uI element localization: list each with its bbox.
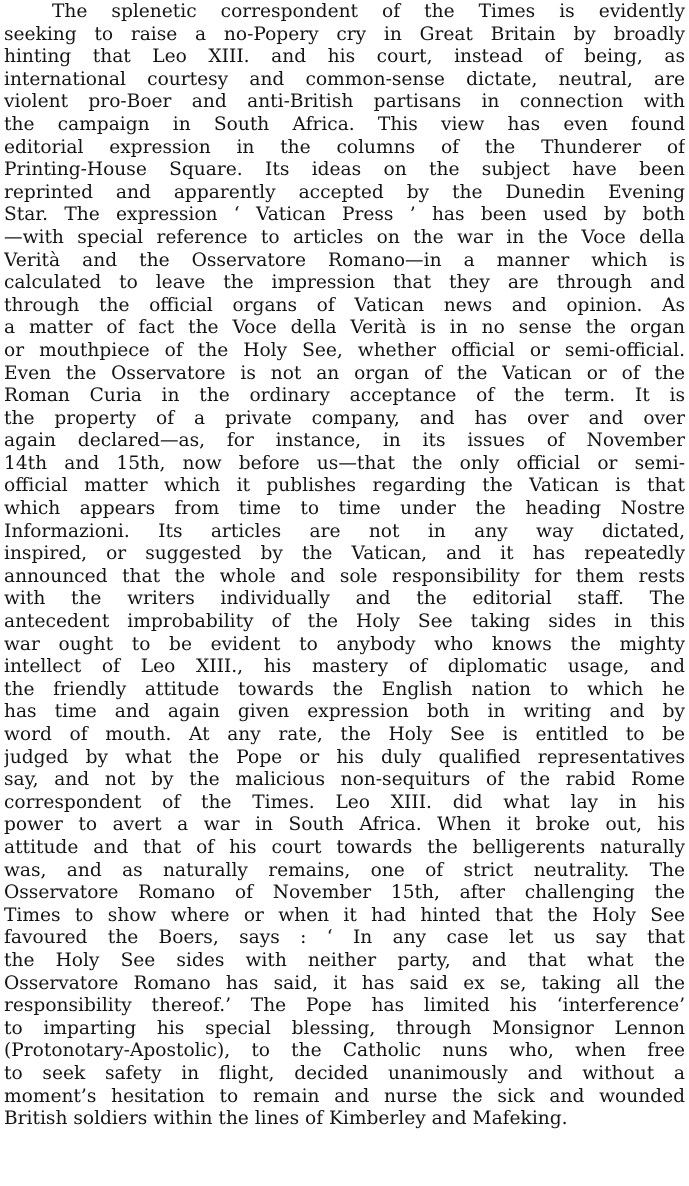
text-line: to imparting his special blessing, through Monsignor Lennon: [4, 1017, 685, 1039]
text-line: the Holy See sides with neither party, and that what the: [4, 949, 685, 971]
text-line: with the writers individually and the editorial staff. The: [4, 588, 685, 610]
text-line: war ought to be evident to anybody who knows the mighty: [4, 633, 685, 655]
text-line: (Protonotary-Apostolic), to the Catholic nuns who, when free: [4, 1040, 685, 1062]
text-line: calculated to leave the impression that they are through and: [4, 272, 685, 294]
text-line: the friendly attitude towards the English nation to which he: [4, 678, 685, 700]
text-line: announced that the whole and sole responsibility for them rests: [4, 565, 685, 587]
text-line: intellect of Leo XIII., his mastery of diplomatic usage, and: [4, 656, 685, 678]
text-line: responsibility thereof.’ The Pope has limited his ‘interference’: [4, 995, 685, 1017]
text-line: has time and again given expression both in writing and by: [4, 701, 685, 723]
text-line: favoured the Boers, says : ‘ In any case let us say that: [4, 927, 685, 949]
text-line: antecedent improbability of the Holy See taking sides in this: [4, 611, 685, 633]
text-line: official matter which it publishes regarding the Vatican is that: [4, 475, 685, 497]
text-line: moment’s hesitation to remain and nurse the sick and wounded: [4, 1085, 685, 1107]
text-line: a matter of fact the Voce della Verità is in no sense the organ: [4, 317, 685, 339]
text-line: —with special reference to articles on the war in the Voce della: [4, 226, 685, 248]
text-line: judged by what the Pope or his duly qualified representatives: [4, 746, 685, 768]
text-line: violent pro-Boer and anti-British partisans in connection with: [4, 91, 685, 113]
text-line: Osservatore Romano has said, it has said ex se, taking all the: [4, 972, 685, 994]
text-line: British soldiers within the lines of Kimberley and Mafeking.: [4, 1108, 568, 1130]
text-line: Roman Curia in the ordinary acceptance of the term. It is: [4, 385, 685, 407]
text-line: Informazioni. Its articles are not in any way dictated,: [4, 520, 685, 542]
text-line: the property of a private company, and has over and over: [4, 407, 685, 429]
text-line: Verità and the Osservatore Romano—in a manner which is: [4, 249, 685, 271]
text-line: Star. The expression ‘ Vatican Press ’ has been used by both: [4, 204, 685, 226]
text-line: was, and as naturally remains, one of strict neutrality. The: [4, 859, 685, 881]
text-line: power to avert a war in South Africa. When it broke out, his: [4, 814, 685, 836]
text-line: through the official organs of Vatican news and opinion. As: [4, 294, 685, 316]
text-line: or mouthpiece of the Holy See, whether official or semi-official.: [4, 339, 685, 361]
text-line: Osservatore Romano of November 15th, after challenging the: [4, 882, 685, 904]
text-line: The splenetic correspondent of the Times is evidently: [52, 1, 685, 22]
text-line: 14th and 15th, now before us—that the only official or semi-: [4, 452, 685, 474]
text-line: word of mouth. At any rate, the Holy See is entitled to be: [4, 724, 685, 745]
text-line: to seek safety in flight, decided unanimously and without a: [4, 1062, 685, 1084]
text-line: attitude and that of his court towards the belligerents naturally: [4, 836, 685, 858]
article-paragraph: [4, 1, 685, 1131]
text-line: seeking to raise a no-Popery cry in Great Britain by broadly: [4, 23, 685, 45]
text-line: reprinted and apparently accepted by the Dunedin Evening: [4, 181, 685, 203]
text-line: editorial expression in the columns of the Thunderer of: [4, 136, 685, 158]
text-line: inspired, or suggested by the Vatican, and it has repeatedly: [4, 543, 685, 565]
text-line: which appears from time to time under the heading Nostre: [4, 498, 685, 520]
text-line: again declared—as, for instance, in its issues of November: [4, 430, 685, 452]
text-line: international courtesy and common-sense dictate, neutral, are: [4, 68, 685, 90]
text-line: correspondent of the Times. Leo XIII. did what lay in his: [4, 791, 685, 813]
text-line: Times to show where or when it had hinted that the Holy See: [4, 904, 685, 926]
text-line: Even the Osservatore is not an organ of the Vatican or of the: [4, 362, 685, 384]
text-line: Printing-House Square. Its ideas on the subject have been: [4, 159, 685, 181]
text-line: hinting that Leo XIII. and his court, instead of being, as: [4, 46, 685, 68]
text-line: the campaign in South Africa. This view has even found: [4, 113, 685, 135]
text-line: say, and not by the malicious non-sequiturs of the rabid Rome: [4, 769, 685, 791]
